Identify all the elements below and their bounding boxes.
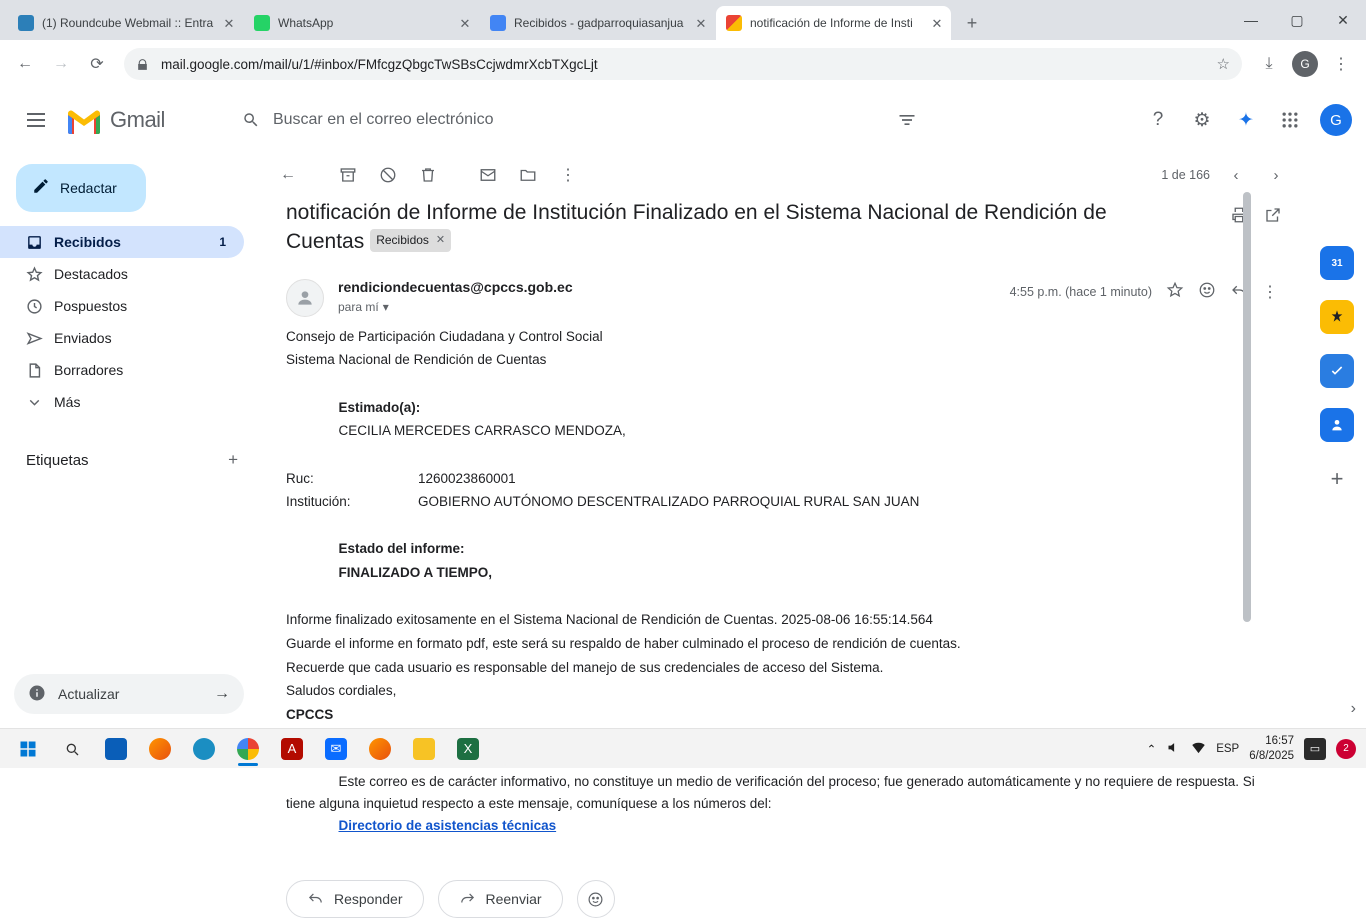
inbox-icon [26, 234, 54, 251]
edge-icon [193, 738, 215, 760]
close-icon[interactable]: ✕ [435, 234, 446, 247]
mark-unread-icon[interactable] [470, 157, 506, 193]
maximize-button[interactable]: ▢ [1290, 11, 1304, 28]
message-view-actions [1230, 206, 1282, 229]
label-chip[interactable] [370, 229, 451, 252]
apps-grid-icon[interactable] [1270, 100, 1310, 140]
gmail-m-icon [66, 107, 102, 134]
firefox-button[interactable] [140, 731, 180, 767]
add-label-icon[interactable]: + [228, 450, 238, 469]
search-button[interactable] [52, 731, 92, 767]
move-to-icon[interactable] [510, 157, 546, 193]
tab-title: Recibidos - gadparroquiasanjua [514, 16, 684, 30]
clock-date: 6/8/2025 [1249, 749, 1294, 762]
update-button[interactable] [14, 674, 244, 714]
reply-icon [307, 889, 324, 909]
tab-title: (1) Roundcube Webmail :: Entra [42, 16, 214, 30]
notification-badge[interactable]: 2 [1336, 739, 1356, 759]
store-icon [105, 738, 127, 760]
body-line-finalizado: Informe finalizado exitosamente en el Sistema Nacional de Rendición de Cuentas. 2025-08-06 16:55:14.564 [286, 612, 933, 628]
body-line-guarde: Guarde el informe en formato pdf, este será su respaldo de haber culminado el proceso de rendición de cuentas. [286, 635, 961, 651]
forward-button[interactable] [438, 880, 563, 918]
message-date: 4:55 p.m. (hace 1 minuto) [1009, 285, 1152, 300]
excel-icon: X [457, 738, 479, 760]
compose-button[interactable] [16, 164, 146, 212]
chevron-down-icon[interactable]: ▾ [382, 299, 389, 314]
more-options-icon[interactable]: ⋮ [560, 167, 576, 184]
ruc-label: Ruc: [286, 470, 314, 486]
gmail-favicon [490, 15, 506, 31]
gmail-wordmark: Gmail [110, 107, 165, 132]
language-indicator[interactable]: ESP [1216, 742, 1240, 755]
volume-icon[interactable] [1166, 740, 1181, 758]
acrobat-button[interactable] [272, 731, 312, 767]
excel-button[interactable] [448, 731, 488, 767]
scrollbar-thumb[interactable] [1243, 192, 1251, 622]
sidebar-item-borradores[interactable] [0, 354, 244, 386]
tray-chevron-icon[interactable]: ⌃ [1146, 743, 1157, 756]
search-icon [61, 738, 83, 760]
search-options-icon[interactable] [887, 110, 927, 130]
estado-value: FINALIZADO A TIEMPO, [338, 565, 493, 581]
sender-email: rendiciondecuentas@cpccs.gob.ec [338, 278, 573, 295]
pencil-icon [32, 177, 50, 200]
close-icon[interactable]: ✕ [695, 15, 707, 31]
back-icon[interactable]: ← [17, 55, 33, 72]
close-icon[interactable]: ✕ [223, 15, 235, 31]
sidebar-nav [0, 226, 256, 418]
sidebar-item-mas[interactable] [0, 386, 244, 418]
forward-label: Reenviar [485, 891, 542, 907]
window-close-button[interactable]: ✕ [1337, 11, 1349, 28]
ruc-value: 1260023860001 [418, 470, 516, 486]
keep-icon[interactable] [1320, 300, 1354, 334]
gmail-header [0, 88, 1366, 152]
archive-icon[interactable] [330, 157, 366, 193]
firefox-icon [369, 738, 391, 760]
sidebar-item-label: Recibidos [54, 234, 121, 250]
sidebar-item-label: Más [54, 394, 81, 410]
sidebar-item-label: Destacados [54, 266, 128, 282]
action-center-icon[interactable]: ▭ [1304, 738, 1326, 760]
browser-tab-2[interactable] [244, 6, 479, 40]
body-line-ruc [286, 467, 1278, 491]
tab-title: WhatsApp [278, 16, 334, 30]
inbox-count: 1 [219, 235, 226, 249]
next-page-icon[interactable]: › [1273, 166, 1279, 184]
side-panel [1308, 152, 1366, 728]
sender-info [338, 279, 1010, 314]
pagination-text: 1 de 166 [1161, 168, 1210, 182]
body-line-recuerde: Recuerde que cada usuario es responsable del manejo de sus credenciales de acceso del Sistema. [286, 659, 884, 675]
new-tab-button[interactable]: + [966, 12, 978, 33]
arrow-right-icon: → [214, 685, 230, 702]
emoji-icon[interactable] [1198, 281, 1216, 304]
sidebar-item-label: Pospuestos [54, 298, 128, 314]
recipient-label: para mí [338, 299, 379, 314]
add-app-icon[interactable]: + [1330, 466, 1344, 491]
back-to-inbox-icon[interactable]: ← [280, 166, 296, 183]
update-label: Actualizar [58, 686, 120, 702]
institucion-value: GOBIERNO AUTÓNOMO DESCENTRALIZADO PARROQUIAL RURAL SAN JUAN [418, 494, 920, 510]
gear-icon[interactable]: ⚙ [1193, 109, 1211, 131]
profile-icon[interactable] [1288, 47, 1322, 81]
start-button[interactable] [8, 731, 48, 767]
edge-button[interactable] [184, 731, 224, 767]
firefox2-button[interactable] [360, 731, 400, 767]
star-icon [26, 266, 54, 283]
emoji-reaction-button[interactable] [577, 880, 615, 918]
greeting-name: CECILIA MERCEDES CARRASCO MENDOZA, [338, 423, 626, 439]
message-scrollbar[interactable] [1242, 192, 1252, 662]
forward-icon[interactable]: → [53, 55, 69, 72]
spam-icon[interactable] [370, 157, 406, 193]
gemini-icon[interactable]: ✦ [1238, 109, 1254, 131]
nota-text: Este correo es de carácter informativo, no constituye un medio de verificación del proceso; fue generado automáticamente y no requiere de respuesta. Si tiene alguna inquietud respecto a este mensaje, comuníquese a los números del: [286, 773, 1259, 812]
labels-title: Etiquetas [26, 451, 89, 469]
message-subject-row [286, 198, 1278, 257]
page-title: notificación de Informe de Institución Finalizado en el Sistema Nacional de Rendición de Cuentas [286, 201, 1107, 254]
folder-icon [413, 738, 435, 760]
mail-icon: ✉ [325, 738, 347, 760]
gmail-favicon [726, 15, 742, 31]
reply-label: Responder [334, 891, 403, 907]
chrome-button[interactable] [228, 731, 268, 767]
labels-header [0, 440, 256, 480]
clock-icon [26, 298, 54, 315]
clock[interactable] [1249, 734, 1294, 763]
tasks-icon[interactable] [1320, 354, 1354, 388]
bookmark-star-icon[interactable]: ☆ [1216, 56, 1230, 73]
reply-actions [286, 880, 1278, 918]
sidebar-item-recibidos[interactable] [0, 226, 244, 258]
store-button[interactable] [96, 731, 136, 767]
main-menu-icon[interactable] [12, 96, 60, 144]
search-bar[interactable] [219, 96, 939, 144]
downloads-icon[interactable]: ⤓ [1265, 55, 1273, 72]
firefox-icon [149, 738, 171, 760]
explorer-button[interactable] [404, 731, 444, 767]
contacts-icon[interactable] [1320, 408, 1354, 442]
gmail-logo [66, 107, 165, 134]
close-icon[interactable]: ✕ [931, 15, 943, 31]
sidebar-item-enviados[interactable] [0, 322, 244, 354]
address-bar[interactable] [124, 48, 1242, 80]
search-icon [231, 111, 271, 129]
message-actions [1010, 281, 1278, 304]
draft-icon [26, 362, 54, 379]
prev-page-icon[interactable]: ‹ [1233, 166, 1239, 184]
chrome-menu-icon[interactable]: ⋮ [1333, 56, 1349, 73]
message-body-container [256, 198, 1308, 918]
browser-tab-4[interactable] [716, 6, 951, 40]
label-chip-text: Recibidos [376, 233, 429, 248]
body-line-institucion [286, 490, 1278, 514]
site-info-icon[interactable] [136, 58, 149, 71]
windows-icon [17, 738, 39, 760]
body-line-estado [286, 514, 1278, 609]
directorio-link[interactable]: Directorio de asistencias técnicas [338, 818, 557, 834]
windows-taskbar [0, 728, 1366, 768]
window-controls [1228, 0, 1366, 40]
taskbar-apps [0, 731, 488, 767]
body-line-greeting [286, 372, 1278, 467]
pagination [1161, 152, 1290, 198]
sidebar-item-destacados[interactable] [0, 258, 244, 290]
greeting-label: Estimado(a): [338, 399, 421, 415]
sender-row [286, 279, 1278, 317]
send-icon [26, 330, 54, 347]
expand-panel-icon[interactable]: › [1350, 700, 1356, 717]
tab-strip [0, 0, 1366, 40]
gmail-sidebar [0, 88, 256, 728]
close-icon[interactable]: ✕ [459, 15, 471, 31]
search-input[interactable] [271, 110, 887, 130]
info-icon [28, 684, 46, 705]
message-body [286, 325, 1278, 860]
sidebar-item-pospuestos[interactable] [0, 290, 244, 322]
forward-icon [459, 889, 476, 909]
roundcube-favicon [18, 15, 34, 31]
minimize-button[interactable]: — [1244, 12, 1258, 28]
avatar: G [1292, 51, 1318, 77]
body-line-firma: CPCCS [286, 706, 334, 722]
star-icon[interactable] [1166, 281, 1184, 304]
network-icon[interactable] [1191, 740, 1206, 758]
body-line-sistema: Sistema Nacional de Rendición de Cuentas [286, 352, 547, 368]
header-actions [1138, 100, 1366, 140]
browser-tab-1[interactable] [8, 6, 243, 40]
browser-tab-3[interactable] [480, 6, 715, 40]
account-avatar[interactable]: G [1320, 104, 1352, 136]
open-in-new-icon[interactable] [1264, 206, 1282, 229]
sidebar-item-label: Enviados [54, 330, 112, 346]
message-toolbar [256, 152, 1308, 198]
avatar [286, 279, 324, 317]
browser-toolbar [0, 40, 1366, 88]
body-line-consejo: Consejo de Participación Ciudadana y Control Social [286, 328, 603, 344]
reply-button[interactable] [286, 880, 424, 918]
chrome-icon [237, 738, 259, 760]
clock-time: 16:57 [1265, 735, 1294, 748]
reload-icon[interactable]: ⟳ [90, 56, 104, 73]
trash-icon[interactable] [410, 157, 446, 193]
pdf-icon: A [281, 738, 303, 760]
whatsapp-favicon [254, 15, 270, 31]
system-tray [1147, 734, 1366, 763]
estado-label: Estado del informe: [338, 541, 465, 557]
mail-button[interactable] [316, 731, 356, 767]
help-icon[interactable]: ? [1152, 109, 1164, 130]
body-line-saludos: Saludos cordiales, [286, 683, 397, 699]
recipient-row[interactable] [338, 300, 1010, 314]
chevron-down-icon [26, 394, 54, 411]
tab-title: notificación de Informe de Insti [750, 16, 913, 30]
calendar-icon[interactable]: 31 [1320, 246, 1354, 280]
sidebar-item-label: Borradores [54, 362, 124, 378]
institucion-label: Institución: [286, 494, 351, 510]
url-text: mail.google.com/mail/u/1/#inbox/FMfcgzQbgcTwSBsCcjwdmrXcbTXgcLjt [161, 56, 598, 72]
more-options-icon[interactable]: ⋮ [1262, 284, 1278, 302]
compose-label: Redactar [60, 180, 117, 196]
